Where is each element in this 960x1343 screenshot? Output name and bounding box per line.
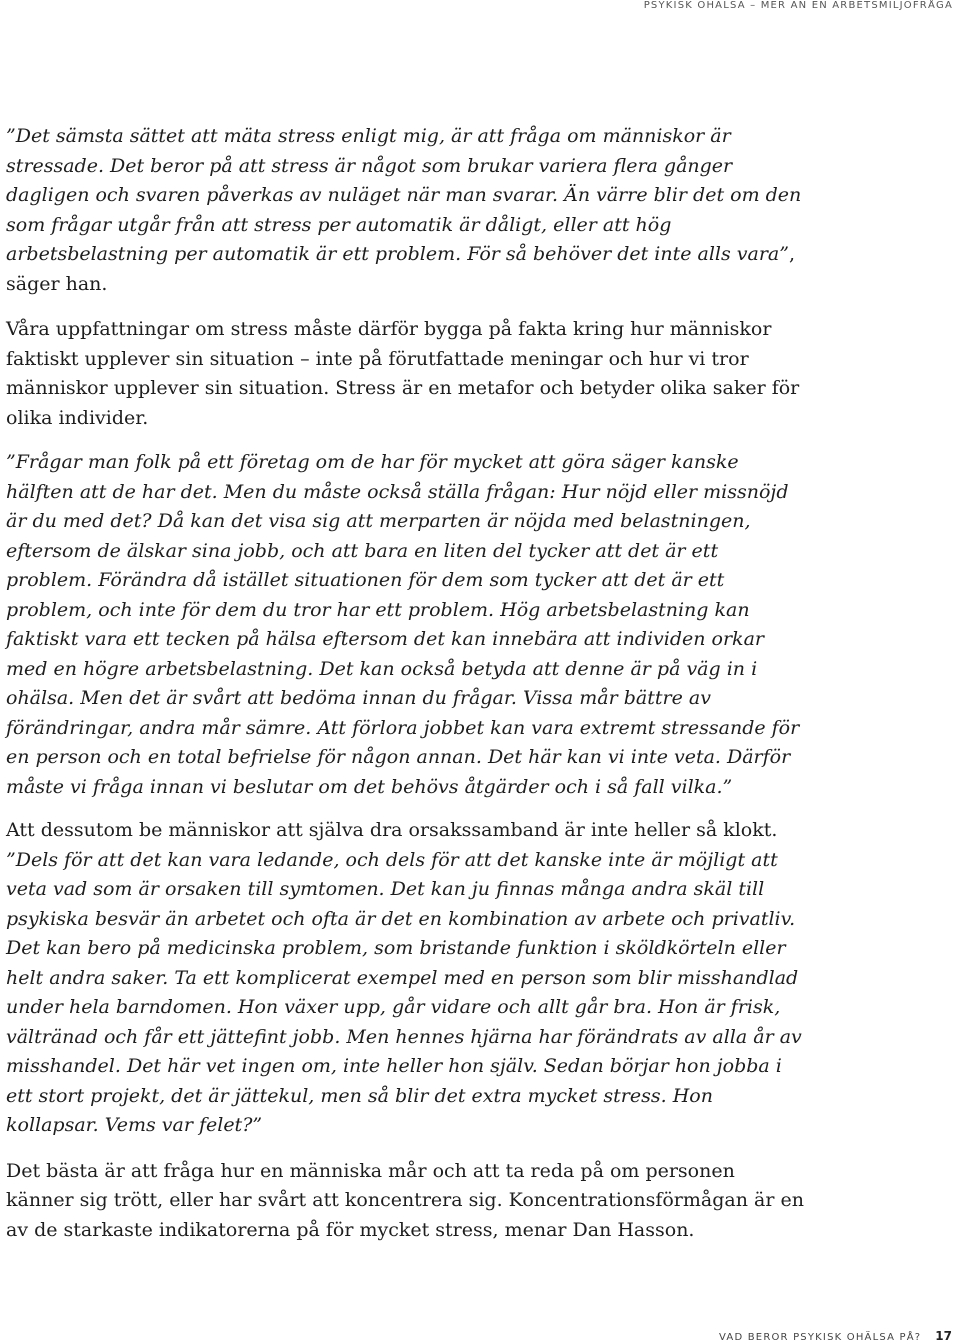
body-paragraph-1: Våra uppfattningar om stress måste därför bygga på fakta kring hur människor faktiskt upplever sin situation – inte på förutfattade meningar och hur vi tror människor upplever sin situation. Stress är en metafor och betyder olika saker för olika individer. <box>6 318 800 429</box>
attribution-text: , säger han. <box>6 243 796 295</box>
page-footer <box>719 1329 952 1343</box>
footer-section-title: VAD BEROR PSYKISK OHÄLSA PÅ? <box>719 1332 922 1343</box>
page-number: 17 <box>935 1329 952 1343</box>
body-paragraph-3: Det bästa är att fråga hur en människa mår och att ta reda på om personen känner sig trött, eller har svårt att koncentrera sig. Koncentrationsförmågan är en av de starkaste indikatorerna på för mycket stress, menar Dan Hasson. <box>6 1159 804 1241</box>
running-header: PSYKISK OHÄLSA – MER ÄN EN ARBETSMILJÖFRÅGA <box>643 0 953 11</box>
quote-text: ”Det sämsta sättet att mäta stress enligt mig, är att fråga om människor är stressade. Det beror på att stress är något som brukar variera flera gånger dagligen och svaren påverkas av nuläget när man svarar. Än värre blir det om den som frågar utgår från att stress per automatik är dåligt, eller att hög arbetsbelastning per automatik är ett problem. För så behöver det inte alls vara” <box>6 125 802 265</box>
quote-paragraph-1 <box>6 122 806 299</box>
quote-paragraph-3: ”Dels för att det kan vara ledande, och dels för att det kanske inte är möjligt att veta vad som är orsaken till symtomen. Det kan ju finnas många andra skäl till psykiska besvär än arbetet och ofta är det en kombination av arbete och privatliv. Det kan bero på medicinska problem, som bristande funktion i sköldkörteln eller helt andra saker. Ta ett komplicerat exempel med en person som blir misshandlad under hela barndomen. Hon växer upp, går vidare och allt går bra. Hon är frisk, vältränad och får ett jättefint jobb. Men hennes hjärna har förändrats av alla år av misshandel. Det här vet ingen om, inte heller hon själv. Sedan börjar hon jobba i ett stort projekt, det är jättekul, men så blir det extra mycket stress. Hon kollapsar. Vems var felet?” <box>6 848 802 1136</box>
article-body <box>6 122 806 1245</box>
body-paragraph-2: Att dessutom be människor att själva dra orsakssamband är inte heller så klokt. <box>6 819 778 841</box>
quote-paragraph-2: ”Frågar man folk på ett företag om de har för mycket att göra säger kanske hälften att de har det. Men du måste också ställa frågan: Hur nöjd eller missnöjd är du med det? Då kan det visa sig att merparten är nöjda med belastningen, eftersom de älskar sina jobb, och att bara en liten del tycker att det är ett problem. Förändra då istället situationen för dem som tycker att det är ett problem, och inte för dem du tror har ett problem. Hög arbetsbelastning kan faktiskt vara ett tecken på hälsa eftersom det kan innebära att individen orkar med en högre arbetsbelastning. Det kan också betyda att denne är på väg in i ohälsa. Men det är svårt att bedöma innan du frågar. Vissa mår bättre av förändringar, andra mår sämre. Att förlora jobbet kan vara extremt stressande för en person och en total befrielse för någon annan. Det här kan vi inte veta. Därför måste vi fråga innan vi beslutar om det behövs åtgärder och i så fall vilka.” <box>6 451 800 798</box>
